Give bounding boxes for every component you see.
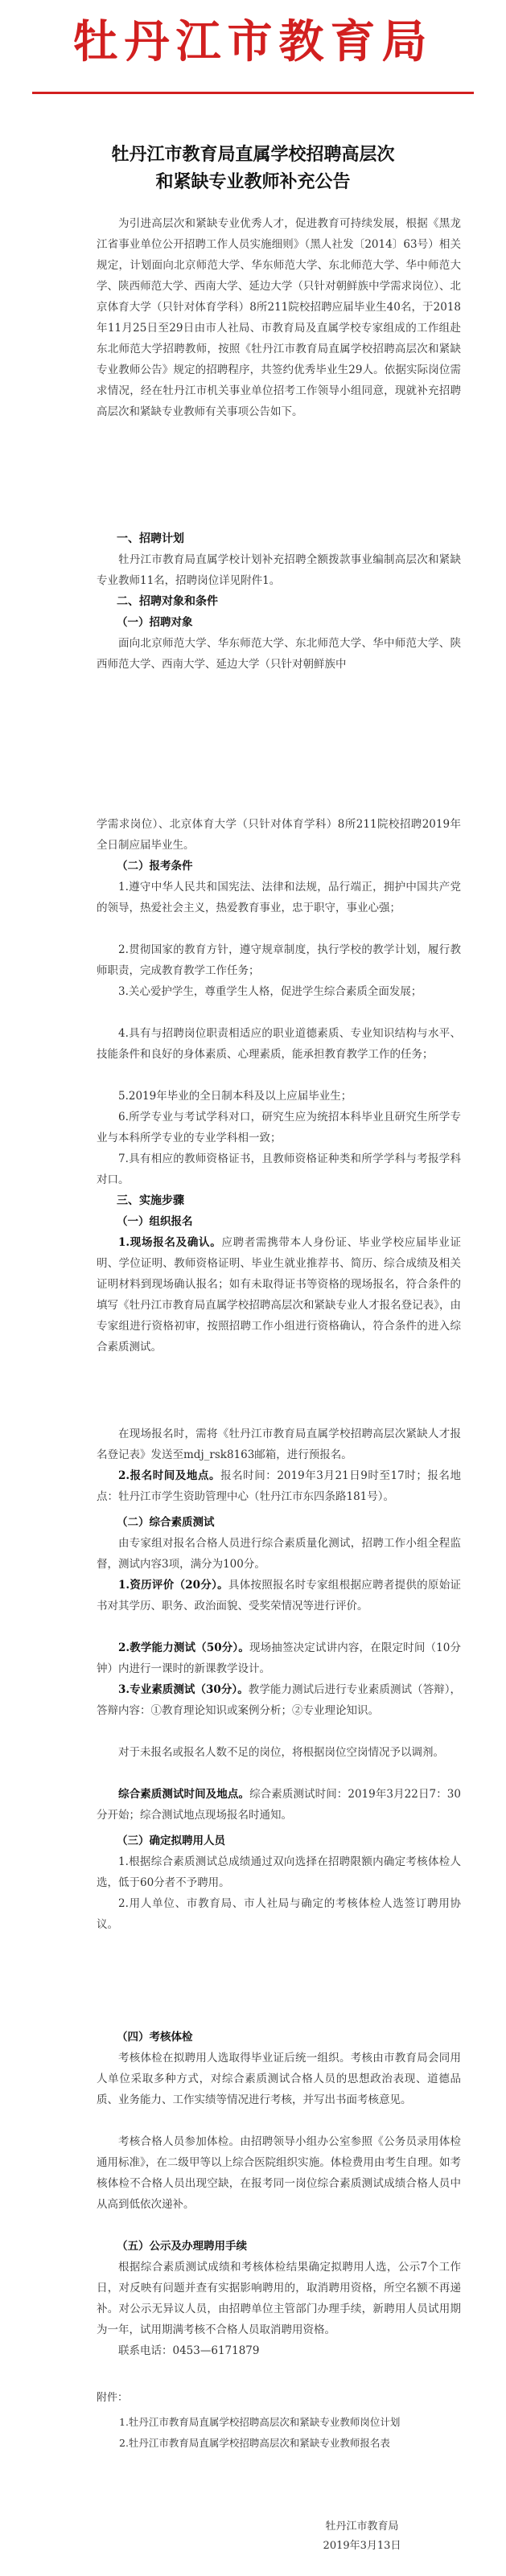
annex-item-2: 2.牡丹江市教育局直属学校招聘高层次和紧缺专业教师报名表: [119, 2437, 390, 2449]
signature-org: 牡丹江市教育局: [325, 2521, 399, 2533]
test-3-label: 3.专业素质测试（30分）。: [118, 1683, 249, 1696]
section-3-sub-3: （三）确定拟聘用人员: [117, 1834, 225, 1847]
section-2-sub-1: （一）招聘对象: [117, 616, 193, 629]
test-time-body: 综合素质测试时间：2019年3月22日7：30分开始；综合测试地点现场报名时通知。: [97, 1788, 461, 1822]
contact-phone: 联系电话：0453—6171879: [118, 2344, 260, 2357]
condition-2: 2.贯彻国家的教育方针，遵守规章制度，执行学校的教学计划，履行教师职责，完成教育教学工作任务；: [97, 943, 461, 977]
test-intro: 由专家组对报名合格人员进行综合素质量化测试，招聘工作小组全程监督，测试内容3项，满分为100分。: [97, 1537, 461, 1571]
condition-7: 7.具有相应的教师资格证书，且教师资格证种类和所学学科与考报学科对口。: [97, 1152, 461, 1186]
condition-6: 6.所学专业与考试学科对口，研究生应为统招本科毕业且研究生所学专业与本科所学专业的专业学科相一致；: [97, 1111, 461, 1144]
title-line-1: 牡丹江市教育局直属学校招聘高层次: [111, 145, 395, 165]
section-3-sub-1: （一）组织报名: [117, 1215, 193, 1228]
test-note: 对于未报名或报名人数不足的岗位，将根据岗位空岗情况予以调剂。: [118, 1746, 444, 1759]
condition-1: 1.遵守中华人民共和国宪法、法律和法规，品行端正，拥护中国共产党的领导，热爱社会主义，热爱教育事业，忠于职守，事业心强；: [97, 881, 461, 914]
section-3-sub-2: （二）综合素质测试: [117, 1516, 215, 1529]
publicity-paragraph: 根据综合素质测试成绩和考核体检结果确定拟聘用人选，公示7个工作日，对反映有问题并查有实据影响聘用的，取消聘用资格，所空名额不再递补。对公示无异议人员，由招聘单位主管部门办理手续，新聘用人员试用期为一年，试用期满考核不合格人员取消聘用资格。: [97, 2261, 461, 2336]
intro-paragraph: 为引进高层次和紧缺专业优秀人才，促进教育可持续发展，根据《黑龙江省事业单位公开招聘工作人员实施细则》（黑人社发〔2014〕63号）相关规定，计划面向北京师范大学、华东师范大学、东北师范大学、华中师范大学、陕西师范大学、西南大学、延边大学（只针对朝鲜族中学需求岗位）、北京体育大学（只针对体育学科）8所211院校招聘应届毕业生40名，于2018年11月25日至29日由市人社局、市教育局及直属学校专家组成的工作组赴东北师范大学招聘教师，按照《牡丹江市教育局直属学校招聘高层次和紧缺专业教师公告》规定的招聘程序，共签约优秀毕业生29人。依据实际岗位需求情况，经在牡丹江市机关事业单位招考工作领导小组同意，现就补充招聘高层次和紧缺专业教师有关事项公告如下。: [97, 217, 461, 418]
section-3-heading: 三、实施步骤: [117, 1194, 184, 1207]
masthead: 牡丹江市教育局: [72, 16, 434, 68]
test-1-paragraph: [97, 1575, 461, 1617]
section-3-sub-4: （四）考核体检: [117, 2031, 193, 2044]
section-2-sub-2: （二）报考条件: [117, 860, 193, 873]
condition-4: 4.具有与招聘岗位职责相适应的职业道德素质、专业知识结构与水平、技能条件和良好的身体素质、心理素质，能承担教育教学工作的任务；: [97, 1027, 461, 1061]
registration-label: 1.现场报名及确认。: [118, 1236, 222, 1249]
title-line-2: 和紧缺专业教师补充公告: [155, 172, 351, 192]
test-3-paragraph: [97, 1679, 461, 1721]
test-3-body: 教学能力测试后进行专业素质测试（答辩），答辩内容：①教育理论知识或案例分析；②专业理论知识。: [97, 1683, 462, 1717]
registration-time-label: 2.报名时间及地点。: [118, 1469, 221, 1482]
exam-1: 考核体检在拟聘用人选取得毕业证后统一组织。考核由市教育局会同用人单位采取多种方式，对综合素质测试合格人员的思想政治表现、道德品质、业务能力、工作实绩等情况进行考核，并写出书面考核意见。: [97, 2052, 461, 2106]
condition-5: 5.2019年毕业的全日制本科及以上应届毕业生；: [118, 1090, 352, 1103]
test-1-body: 具体按照报名时专家组根据应聘者提供的原始证书对其学历、职务、政治面貌、受奖荣情况等进行评价。: [97, 1579, 461, 1613]
signature-date: 2019年3月13日: [323, 2540, 401, 2552]
section-2-sub-1-body-b: 学需求岗位）、北京体育大学（只针对体育学科）8所211院校招聘2019年全日制应届毕业生。: [97, 818, 461, 852]
notice-title: [48, 142, 458, 196]
exam-2: 考核合格人员参加体检。由招聘领导小组办公室参照《公务员录用体检通用标准》，在二级甲等以上综合医院组织实施。体检费用由考生自理。如考核体检不合格人员出现空缺，在报考同一岗位综合素质测试成绩合格人员中从高到低依次递补。: [97, 2135, 461, 2211]
annex-label: 附件：: [97, 2392, 129, 2404]
test-time-label: 综合素质测试时间及地点。: [118, 1788, 250, 1801]
hire-2: 2.用人单位、市教育局、市人社局与确定的考核体检人选签订聘用协议。: [97, 1897, 461, 1931]
section-3-sub-5: （五）公示及办理聘用手续: [117, 2240, 247, 2253]
test-2-label: 2.教学能力测试（50分）。: [118, 1641, 249, 1654]
registration-time-paragraph: [97, 1465, 461, 1507]
registration-email-paragraph: 在现场报名时，需将《牡丹江市教育局直属学校招聘高层次紧缺人才报名登记表》发送至mdj_rsk8163邮箱，进行预报名。: [97, 1428, 461, 1461]
test-2-body: 现场抽签决定试讲内容，在限定时间（10分钟）内进行一课时的新课教学设计。: [97, 1641, 461, 1675]
test-1-label: 1.资历评价（20分）。: [118, 1579, 228, 1592]
test-time-paragraph: [97, 1784, 461, 1826]
hire-1: 1.根据综合素质测试总成绩通过双向选择在招聘限额内确定考核体检人选，低于60分者不予聘用。: [97, 1855, 461, 1889]
registration-time-body: 报名时间：2019年3月21日9时至17时；报名地点：牡丹江市学生资助管理中心（牡丹江市东四条路181号）。: [97, 1469, 461, 1503]
annex-item-1: 1.牡丹江市教育局直属学校招聘高层次和紧缺专业教师岗位计划: [119, 2416, 401, 2428]
registration-paragraph: [97, 1232, 461, 1358]
condition-3: 3.关心爱护学生，尊重学生人格，促进学生综合素质全面发展；: [118, 985, 422, 998]
registration-body: 应聘者需携带本人身份证、毕业学校应届毕业证明、学位证明、教师资格证明、毕业生就业推荐书、简历、综合成绩及相关证明材料到现场确认报名；如有未取得证书等资格的现场报名，符合条件的填写《牡丹江市教育局直属学校招聘高层次和紧缺专业人才报名登记表》，由专家组进行资格初审，按照招聘工作小组进行资格确认，符合条件的进入综合素质测试。: [97, 1236, 462, 1354]
section-2-sub-1-body-a: 面向北京师范大学、华东师范大学、东北师范大学、华中师范大学、陕西师范大学、西南大学、延边大学（只针对朝鲜族中: [97, 637, 461, 671]
red-divider: [32, 92, 474, 94]
test-2-paragraph: [97, 1637, 461, 1679]
section-1-heading: 一、招聘计划: [117, 532, 184, 545]
section-1-body: 牡丹江市教育局直属学校计划补充招聘全额拨款事业编制高层次和紧缺专业教师11名，招聘岗位详见附件1。: [97, 553, 461, 587]
section-2-heading: 二、招聘对象和条件: [117, 595, 218, 608]
